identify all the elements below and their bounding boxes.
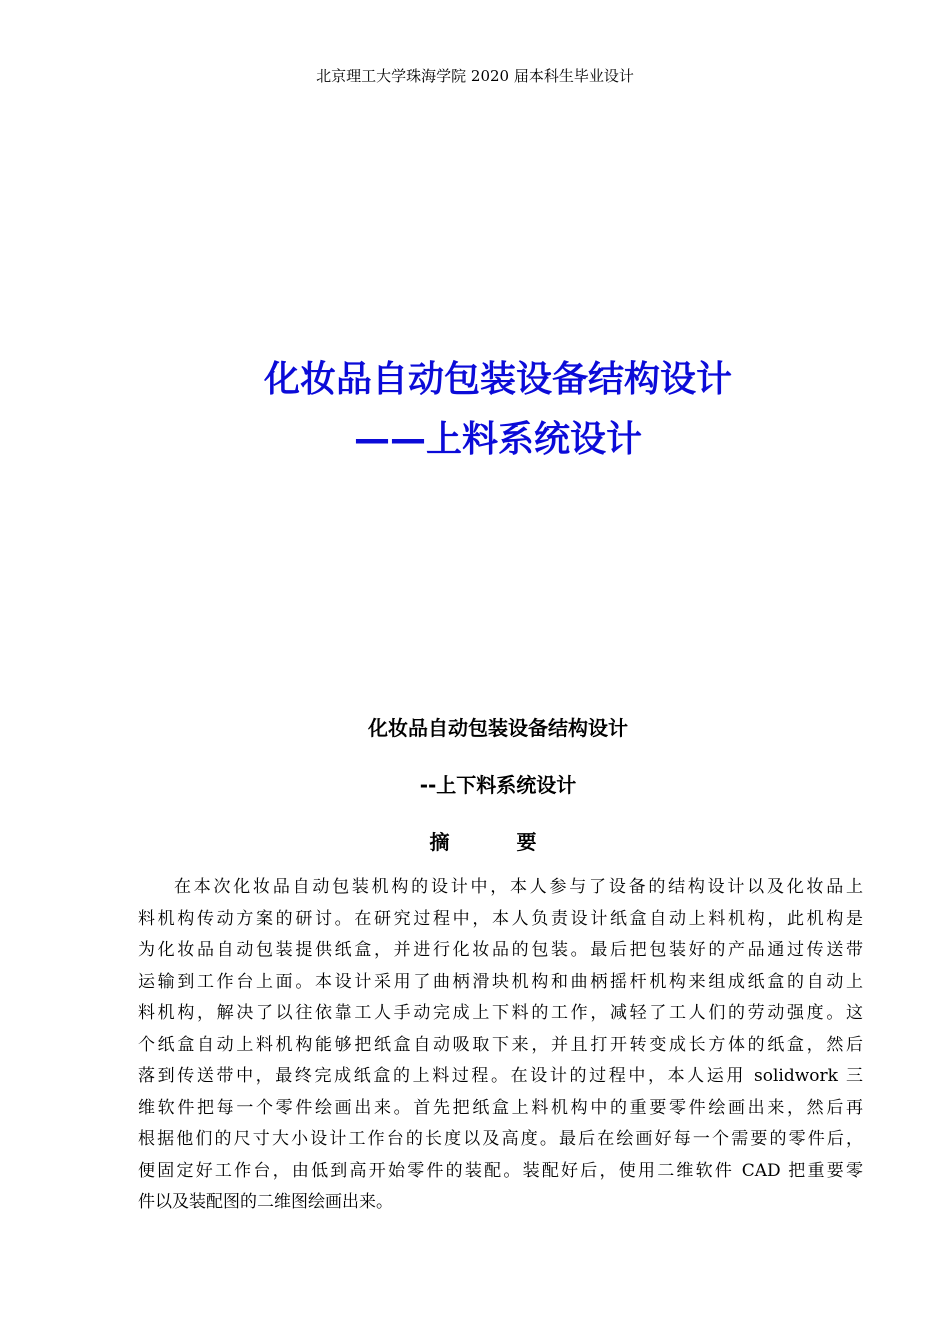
abstract-title-line-2: --上下料系统设计 (419, 773, 577, 797)
abstract-line: 维软件把每一个零件绘画出来。首先把纸盒上料机构中的重要零件绘画出来，然后再 (138, 1097, 863, 1118)
abstract-title-line-1: 化妆品自动包装设备结构设计 (368, 716, 628, 740)
abstract-line: 运输到工作台上面。本设计采用了曲柄滑块机构和曲柄摇杆机构来组成纸盒的自动上 (138, 971, 863, 992)
abstract-line: 根据他们的尺寸大小设计工作台的长度以及高度。最后在绘画好每一个需要的零件后， (138, 1129, 863, 1149)
abstract-line: 便固定好工作台，由低到高开始零件的装配。装配好后，使用二维软件 CAD 把重要零 (138, 1160, 863, 1181)
running-header: 北京理工大学珠海学院 2020 届本科生毕业设计 (316, 67, 634, 85)
abstract-line: 个纸盒自动上料机构能够把纸盒自动吸取下来，并且打开转变成长方体的纸盒，然后 (138, 1034, 863, 1055)
abstract-heading: 摘 要 (429, 830, 567, 854)
cover-title-line-2: ——上料系统设计 (353, 419, 642, 460)
abstract-line: 在本次化妆品自动包装机构的设计中，本人参与了设备的结构设计以及化妆品上 (174, 877, 863, 897)
abstract-line: 料机构传动方案的研讨。在研究过程中，本人负责设计纸盒自动上料机构，此机构是 (138, 908, 863, 929)
abstract-line: 落到传送带中，最终完成纸盒的上料过程。在设计的过程中，本人运用 solidwork 三 (138, 1066, 863, 1086)
abstract-line: 料机构，解决了以往依靠工人手动完成上下料的工作，减轻了工人们的劳动强度。这 (138, 1003, 863, 1023)
cover-title (0, 350, 950, 470)
abstract-line: 件以及装配图的二维图绘画出来。 (138, 1192, 393, 1212)
abstract-line: 为化妆品自动包装提供纸盒，并进行化妆品的包装。最后把包装好的产品通过传送带 (138, 940, 863, 960)
cover-title-line-1: 化妆品自动包装设备结构设计 (263, 359, 732, 400)
abstract-body (138, 872, 863, 1219)
